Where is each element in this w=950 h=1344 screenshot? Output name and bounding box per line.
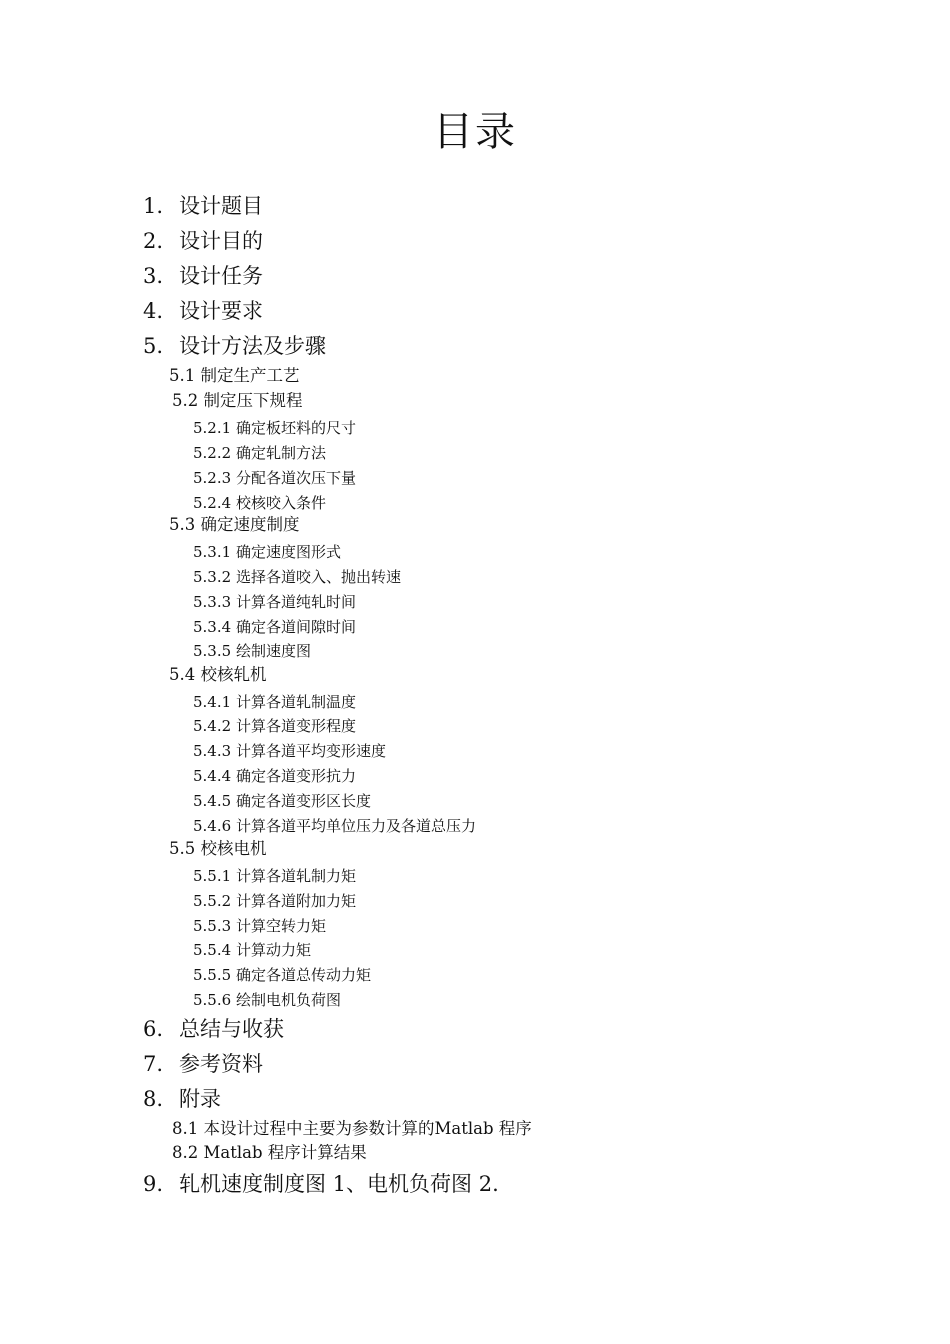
page-title: 目录 [433, 109, 517, 155]
toc-item-5-5: 5.5 校核电机 [169, 839, 267, 858]
toc-item-7: 7. 参考资料 [143, 1052, 263, 1076]
toc-item-5-4: 5.4 校核轧机 [169, 665, 267, 684]
toc-item-5-5-4: 5.5.4 计算动力矩 [193, 941, 311, 959]
toc-item-5-4-1: 5.4.1 计算各道轧制温度 [193, 693, 356, 711]
toc-item-5-5-3: 5.5.3 计算空转力矩 [193, 917, 326, 935]
toc-item-5-1: 5.1 制定生产工艺 [169, 366, 300, 385]
toc-item-8-1: 8.1 本设计过程中主要为参数计算的Matlab 程序 [172, 1119, 532, 1138]
toc-item-5-5-5: 5.5.5 确定各道总传动力矩 [193, 966, 371, 984]
toc-item-5-2-4: 5.2.4 校核咬入条件 [193, 494, 326, 512]
toc-item-6: 6. 总结与收获 [143, 1017, 284, 1041]
toc-item-5-2-3: 5.2.3 分配各道次压下量 [193, 469, 356, 487]
toc-item-4: 4. 设计要求 [143, 299, 263, 323]
toc-item-5-2-1: 5.2.1 确定板坯料的尺寸 [193, 419, 356, 437]
toc-item-5-3: 5.3 确定速度制度 [169, 515, 300, 534]
toc-item-2: 2. 设计目的 [143, 229, 263, 253]
toc-item-9: 9. 轧机速度制度图 1、电机负荷图 2. [143, 1172, 499, 1196]
toc-item-5: 5. 设计方法及步骤 [143, 334, 326, 358]
toc-item-5-4-5: 5.4.5 确定各道变形区长度 [193, 792, 371, 810]
toc-item-5-3-2: 5.3.2 选择各道咬入、抛出转速 [193, 568, 401, 586]
toc-item-5-3-3: 5.3.3 计算各道纯轧时间 [193, 593, 356, 611]
toc-item-5-3-5: 5.3.5 绘制速度图 [193, 642, 311, 660]
toc-item-5-5-6: 5.5.6 绘制电机负荷图 [193, 991, 341, 1009]
toc-item-5-2: 5.2 制定压下规程 [172, 391, 303, 410]
toc-item-8-2: 8.2 Matlab 程序计算结果 [172, 1143, 367, 1162]
toc-item-5-3-4: 5.3.4 确定各道间隙时间 [193, 618, 356, 636]
toc-item-5-4-6: 5.4.6 计算各道平均单位压力及各道总压力 [193, 817, 476, 835]
toc-item-5-2-2: 5.2.2 确定轧制方法 [193, 444, 326, 462]
toc-item-5-5-2: 5.5.2 计算各道附加力矩 [193, 892, 356, 910]
toc-item-5-4-3: 5.4.3 计算各道平均变形速度 [193, 742, 386, 760]
toc-item-5-4-2: 5.4.2 计算各道变形程度 [193, 717, 356, 735]
toc-item-1: 1. 设计题目 [143, 194, 263, 218]
toc-item-5-3-1: 5.3.1 确定速度图形式 [193, 543, 341, 561]
toc-item-5-5-1: 5.5.1 计算各道轧制力矩 [193, 867, 356, 885]
toc-item-5-4-4: 5.4.4 确定各道变形抗力 [193, 767, 356, 785]
toc-item-8: 8. 附录 [143, 1087, 221, 1111]
toc-item-3: 3. 设计任务 [143, 264, 263, 288]
